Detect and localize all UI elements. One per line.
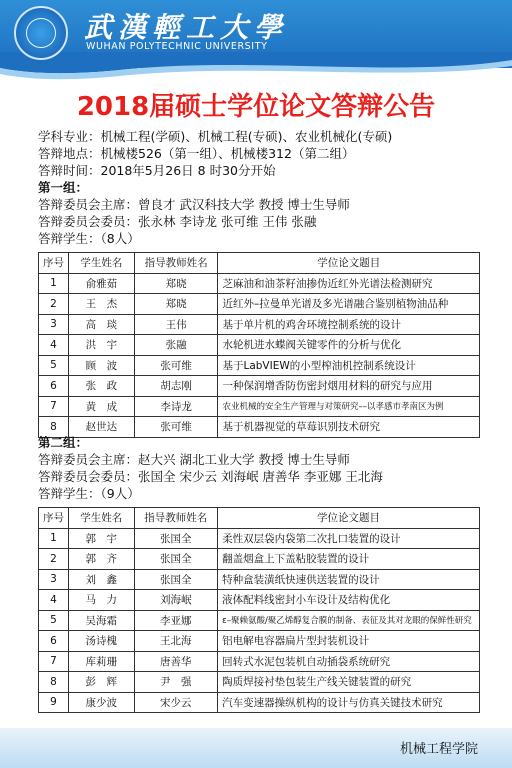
cell-no: 6 [39, 376, 69, 397]
cell-advisor: 张国全 [134, 528, 218, 549]
cell-no: 7 [39, 651, 69, 672]
group1-members: 答辩委员会委员：张永林 李诗龙 张可维 王伟 张融 [38, 214, 317, 229]
col-header-thesis: 学位论文题目 [218, 253, 480, 274]
cell-student: 马 力 [69, 590, 135, 611]
table-row [39, 549, 480, 570]
table-row [39, 569, 480, 590]
table-row [39, 294, 480, 315]
table-row [39, 396, 480, 417]
cell-advisor: 郑晓 [134, 273, 218, 294]
cell-advisor: 郑晓 [134, 294, 218, 315]
col-header-student: 学生姓名 [69, 253, 135, 274]
cell-student: 康少波 [69, 692, 135, 713]
logo-chinese-name: 武漢輕工大學 [84, 11, 289, 44]
header-wave [0, 52, 512, 82]
group2-students: 答辩学生：（9人） [38, 486, 140, 501]
cell-student: 郭 宇 [69, 528, 135, 549]
cell-student: 张 政 [69, 376, 135, 397]
cell-advisor: 张可维 [134, 417, 218, 438]
group2-table [38, 507, 480, 713]
cell-student: 吴海霜 [69, 610, 135, 631]
table-row [39, 651, 480, 672]
cell-advisor: 宋少云 [134, 692, 218, 713]
table-header-row [39, 508, 480, 529]
cell-advisor: 李诗龙 [134, 396, 218, 417]
table-row [39, 273, 480, 294]
cell-thesis: 基于LabVIEW的小型榨油机控制系统设计 [218, 355, 480, 376]
cell-no: 3 [39, 314, 69, 335]
cell-no: 1 [39, 528, 69, 549]
cell-thesis: 近红外–拉曼单光谱及多光谱融合鉴别植物油品种 [218, 294, 480, 315]
cell-thesis: 农业机械的安全生产管理与对策研究––以孝感市孝南区为例 [218, 396, 480, 417]
cell-no: 1 [39, 273, 69, 294]
table-row [39, 376, 480, 397]
table-row [39, 335, 480, 356]
cell-thesis: 芝麻油和油茶籽油掺伪近红外光谱法检测研究 [218, 273, 480, 294]
cell-student: 黄 成 [69, 396, 135, 417]
group1-chair: 答辩委员会主席：曾良才 武汉科技大学 教授 博士生导师 [38, 197, 350, 212]
cell-no: 8 [39, 417, 69, 438]
col-header-thesis: 学位论文题目 [218, 508, 480, 529]
cell-student: 郭 齐 [69, 549, 135, 570]
cell-student: 彭 辉 [69, 672, 135, 693]
cell-advisor: 李亚娜 [134, 610, 218, 631]
cell-student: 库莉珊 [69, 651, 135, 672]
cell-thesis: 铝电解电容器扁片型封装机设计 [218, 631, 480, 652]
cell-student: 顾 波 [69, 355, 135, 376]
cell-no: 4 [39, 335, 69, 356]
cell-student: 洪 宇 [69, 335, 135, 356]
page-title: 2018届硕士学位论文答辩公告 [76, 92, 436, 122]
cell-no: 3 [39, 569, 69, 590]
table-row [39, 314, 480, 335]
cell-no: 9 [39, 692, 69, 713]
cell-student: 刘 鑫 [69, 569, 135, 590]
table-row [39, 610, 480, 631]
cell-advisor: 唐善华 [134, 651, 218, 672]
table-row [39, 528, 480, 549]
footer-college: 机械工程学院 [399, 742, 478, 757]
cell-thesis: 陶质焊接衬垫包装生产线关键装置的研究 [218, 672, 480, 693]
cell-advisor: 尹 强 [134, 672, 218, 693]
group1-students: 答辩学生：（8人） [38, 231, 140, 246]
info-location: 答辩地点：机械楼526（第一组）、机械楼312（第二组） [38, 146, 355, 161]
cell-student: 高 琰 [69, 314, 135, 335]
group1-heading: 第一组： [38, 180, 89, 195]
col-header-advisor: 指导教师姓名 [134, 253, 218, 274]
group1-table [38, 252, 480, 438]
table-row [39, 631, 480, 652]
cell-advisor: 胡志刚 [134, 376, 218, 397]
cell-thesis: 柔性双层袋内袋第二次扎口装置的设计 [218, 528, 480, 549]
cell-student: 赵世达 [69, 417, 135, 438]
cell-thesis: 翻盖烟盒上下盖粘胶装置的设计 [218, 549, 480, 570]
col-header-no: 序号 [39, 253, 69, 274]
col-header-student: 学生姓名 [69, 508, 135, 529]
col-header-advisor: 指导教师姓名 [134, 508, 218, 529]
cell-no: 6 [39, 631, 69, 652]
cell-thesis: 汽车变速器操纵机构的设计与仿真关键技术研究 [218, 692, 480, 713]
cell-advisor: 张可维 [134, 355, 218, 376]
cell-thesis: 基于机器视觉的草莓识别技术研究 [218, 417, 480, 438]
cell-thesis: ε–聚赖氨酸/聚乙烯醇复合膜的制备、表征及其对龙眼的保鲜性研究 [218, 610, 480, 631]
table-header-row [39, 253, 480, 274]
table-row [39, 590, 480, 611]
info-major: 学科专业：机械工程(学硕)、机械工程(专硕)、农业机械化(专硕) [38, 129, 393, 144]
table-row [39, 672, 480, 693]
group2-members: 答辩委员会委员：张国全 宋少云 刘海岷 唐善华 李亚娜 王北海 [38, 469, 383, 484]
table-row [39, 417, 480, 438]
cell-student: 汤诗槐 [69, 631, 135, 652]
cell-thesis: 水轮机进水蝶阀关键零件的分析与优化 [218, 335, 480, 356]
cell-no: 5 [39, 610, 69, 631]
cell-thesis: 液体配料线密封小车设计及结构优化 [218, 590, 480, 611]
table-row [39, 355, 480, 376]
cell-advisor: 张国全 [134, 549, 218, 570]
university-seal-icon [14, 6, 68, 60]
cell-no: 7 [39, 396, 69, 417]
cell-thesis: 特种盒装潢纸快速供送装置的设计 [218, 569, 480, 590]
cell-advisor: 张融 [134, 335, 218, 356]
group2-heading: 第二组： [38, 435, 89, 450]
cell-no: 2 [39, 549, 69, 570]
cell-student: 俞雅茹 [69, 273, 135, 294]
cell-thesis: 一种保润增香防伤密封烟用材料的研究与应用 [218, 376, 480, 397]
cell-no: 2 [39, 294, 69, 315]
cell-no: 4 [39, 590, 69, 611]
cell-thesis: 回转式水泥包装机自动插袋系统研究 [218, 651, 480, 672]
cell-advisor: 王北海 [134, 631, 218, 652]
cell-advisor: 刘海岷 [134, 590, 218, 611]
cell-no: 8 [39, 672, 69, 693]
cell-thesis: 基于单片机的鸡舍环境控制系统的设计 [218, 314, 480, 335]
cell-no: 5 [39, 355, 69, 376]
cell-advisor: 王伟 [134, 314, 218, 335]
table-row [39, 692, 480, 713]
cell-advisor: 张国全 [134, 569, 218, 590]
group2-chair: 答辩委员会主席：赵大兴 湖北工业大学 教授 博士生导师 [38, 452, 350, 467]
logo-english-name: WUHAN POLYTECHNIC UNIVERSITY [86, 41, 268, 52]
info-time: 答辩时间：2018年5月26日 8 时30分开始 [38, 163, 276, 178]
col-header-no: 序号 [39, 508, 69, 529]
cell-student: 王 杰 [69, 294, 135, 315]
